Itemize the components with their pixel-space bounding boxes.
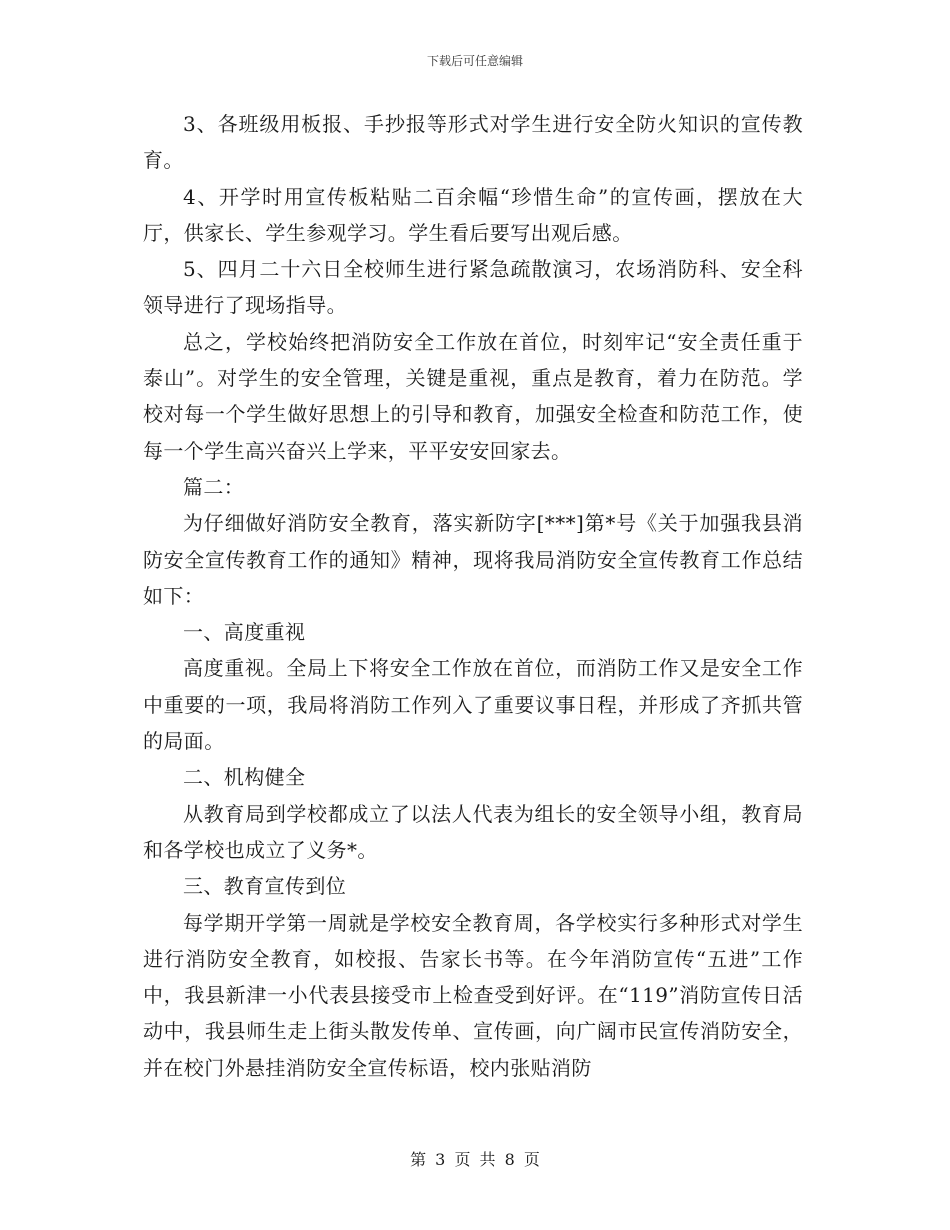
section-title-part-two: 篇二： (183, 474, 245, 499)
paragraph-education-promotion: 每学期开学第一周就是学校安全教育周，各学校实行多种形式对学生进行消防安全教育，如校报、告家长书等。在今年消防宣传“五进”工作中，我县新津一小代表县接受市上检查受到好评。在“119”消防宣传日活动中，我县师生走上街头散发传单、宣传画，向广阔市民宣传消防安全，并在校门外悬挂消防安全宣传标语，校内张贴消防 (143, 910, 803, 1080)
paragraph-intro: 为仔细做好消防安全教育，落实新防字[***]第*号《关于加强我县消防安全宣传教育工作的通知》精神，现将我局消防安全宣传教育工作总结如下： (143, 511, 803, 608)
page-header-note: 下载后可任意编辑 (426, 54, 523, 68)
heading-organization: 二、机构健全 (183, 765, 306, 790)
paragraph-item-5: 5、四月二十六日全校师生进行紧急疏散演习，农场消防科、安全科领导进行了现场指导。 (143, 257, 803, 318)
paragraph-summary: 总之，学校始终把消防安全工作放在首位，时刻牢记“安全责任重于泰山”。对学生的安全管理，关键是重视，重点是教育，着力在防范。学校对每一个学生做好思想上的引导和教育，加强安全检查和防范工作，使每一个学生高兴奋兴上学来，平平安安回家去。 (143, 329, 803, 463)
paragraph-organization: 从教育局到学校都成立了以法人代表为组长的安全领导小组，教育局和各学校也成立了义务*。 (143, 801, 803, 862)
document-body (143, 106, 803, 1086)
paragraph-item-4: 4、开学时用宣传板粘贴二百余幅“珍惜生命”的宣传画，摆放在大厅，供家长、学生参观学习。学生看后要写出观后感。 (143, 184, 803, 245)
paragraph-high-attention: 高度重视。全局上下将安全工作放在首位，而消防工作又是安全工作中重要的一项，我局将消防工作列入了重要议事日程，并形成了齐抓共管的局面。 (143, 656, 803, 754)
page-number-footer: 第 3 页 共 8 页 (410, 1150, 540, 1169)
heading-high-attention: 一、高度重视 (183, 620, 306, 645)
paragraph-item-3: 3、各班级用板报、手抄报等形式对学生进行安全防火知识的宣传教育。 (143, 112, 803, 173)
heading-education-promotion: 三、教育宣传到位 (183, 874, 347, 899)
